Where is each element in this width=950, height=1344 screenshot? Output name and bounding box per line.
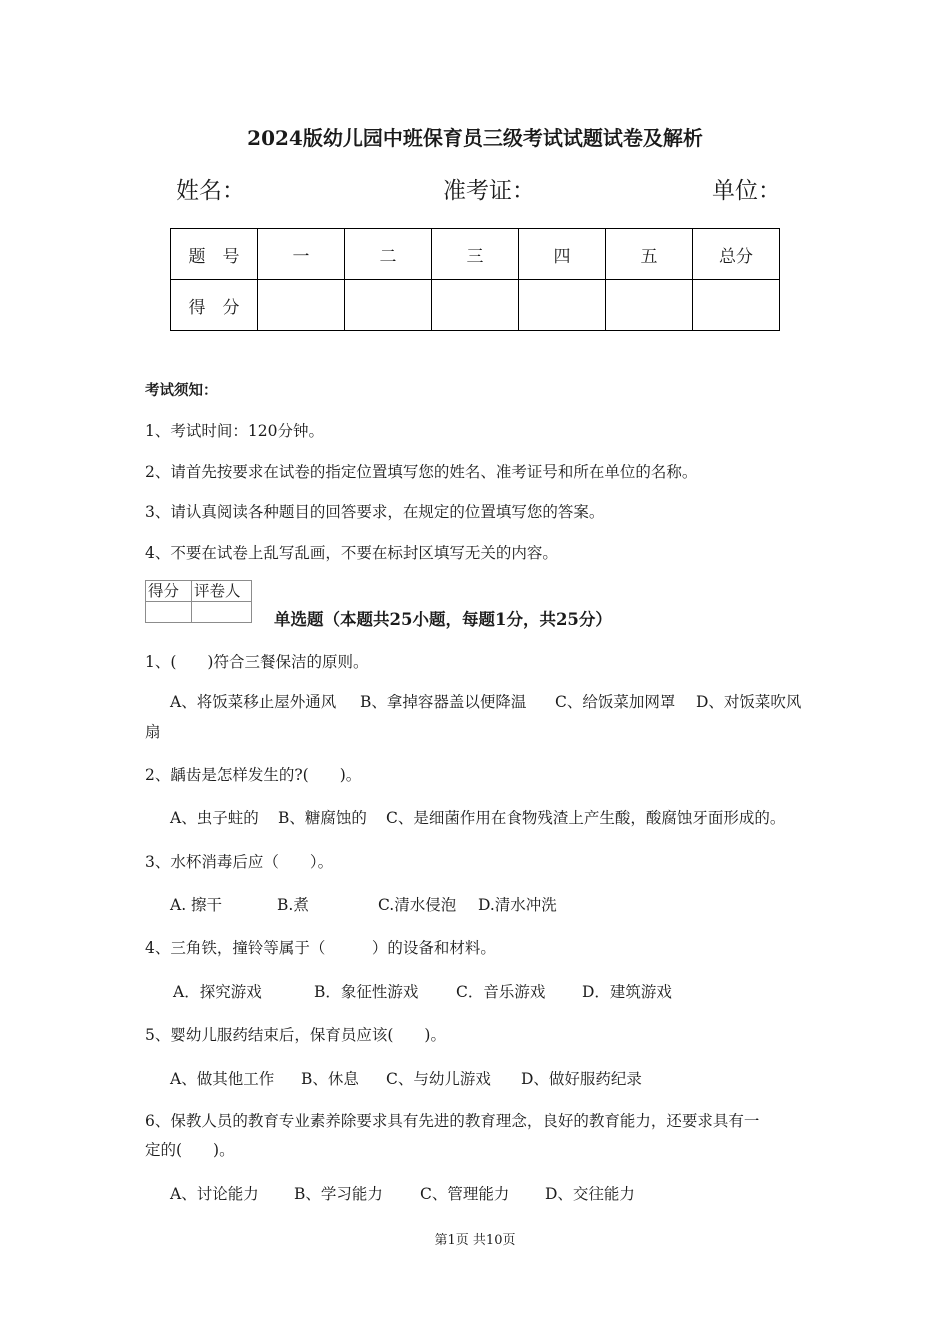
header-cell: 二	[345, 229, 432, 280]
score-cell[interactable]	[432, 280, 519, 331]
option: B、休息	[301, 1070, 359, 1088]
option: C、与幼儿游戏	[386, 1070, 491, 1088]
section-title: 单选题（本题共25小题，每题1分，共25分）	[274, 610, 612, 629]
option: A、虫子蛀的	[170, 809, 259, 827]
option: B、拿掉容器盖以便降温	[360, 693, 527, 711]
page-title: 2024版幼儿园中班保育员三级考试试题试卷及解析	[247, 126, 703, 150]
score-cell[interactable]	[693, 280, 780, 331]
option: D.清水冲洗	[478, 896, 557, 914]
row-label-cell: 得 分	[171, 280, 258, 331]
notice-item: 4、不要在试卷上乱写乱画，不要在标封区填写无关的内容。	[145, 544, 558, 562]
option: A. 擦干	[170, 896, 223, 914]
score-table	[170, 228, 780, 331]
question-stem: 3、水杯消毒后应（ ）。	[145, 853, 334, 871]
score-cell[interactable]	[606, 280, 693, 331]
option: D、对饭菜吹风	[696, 693, 802, 711]
question-stem: 6、保教人员的教育专业素养除要求具有先进的教育理念，良好的教育能力，还要求具有一	[145, 1112, 760, 1130]
option: A、将饭菜移止屋外通风	[170, 693, 337, 711]
name-field-label: 姓名：	[176, 178, 245, 204]
option: C．音乐游戏	[456, 983, 546, 1001]
question-stem: 2、龋齿是怎样发生的?( )。	[145, 766, 362, 784]
question-stem: 5、婴幼儿服药结束后，保育员应该( )。	[145, 1026, 446, 1044]
grader-reviewer-label: 评卷人	[192, 581, 252, 602]
ticket-field-label: 准考证：	[443, 178, 535, 204]
grader-score-label: 得分	[146, 581, 192, 602]
option: D、做好服药纪录	[521, 1070, 642, 1088]
option: A、做其他工作	[170, 1070, 275, 1088]
option: D、交往能力	[545, 1185, 635, 1203]
option-wrap: 扇	[145, 723, 161, 741]
notice-item: 2、请首先按要求在试卷的指定位置填写您的姓名、准考证号和所在单位的名称。	[145, 463, 698, 481]
unit-field-label: 单位：	[712, 178, 781, 204]
question-stem: 4、三角铁，撞铃等属于（ ）的设备和材料。	[145, 939, 496, 957]
grader-box	[145, 580, 252, 623]
page-footer: 第1页 共10页	[434, 1233, 516, 1248]
option: C、管理能力	[420, 1185, 510, 1203]
option: C、给饭菜加网罩	[555, 693, 676, 711]
header-cell: 三	[432, 229, 519, 280]
option: A、讨论能力	[170, 1185, 259, 1203]
header-cell: 题 号	[171, 229, 258, 280]
question-stem-wrap: 定的( )。	[145, 1141, 235, 1159]
header-cell: 总分	[693, 229, 780, 280]
grader-score-cell[interactable]	[146, 602, 192, 623]
option: B．象征性游戏	[314, 983, 419, 1001]
option: B.煮	[277, 896, 309, 914]
question-stem: 1、( )符合三餐保洁的原则。	[145, 653, 369, 671]
grader-reviewer-cell[interactable]	[192, 602, 252, 623]
notice-item: 1、考试时间：120分钟。	[145, 422, 324, 440]
score-cell[interactable]	[258, 280, 345, 331]
score-cell[interactable]	[345, 280, 432, 331]
option: B、糖腐蚀的	[278, 809, 367, 827]
option: D．建筑游戏	[582, 983, 672, 1001]
option: A．探究游戏	[173, 983, 262, 1001]
header-cell: 四	[519, 229, 606, 280]
option: B、学习能力	[294, 1185, 383, 1203]
notice-heading: 考试须知：	[145, 382, 218, 399]
option: C、是细菌作用在食物残渣上产生酸，酸腐蚀牙面形成的。	[386, 809, 786, 827]
header-cell: 五	[606, 229, 693, 280]
option: C.清水侵泡	[378, 896, 457, 914]
score-table-score-row	[171, 280, 780, 331]
score-cell[interactable]	[519, 280, 606, 331]
header-cell: 一	[258, 229, 345, 280]
score-table-header-row	[171, 229, 780, 280]
notice-item: 3、请认真阅读各种题目的回答要求，在规定的位置填写您的答案。	[145, 503, 605, 521]
